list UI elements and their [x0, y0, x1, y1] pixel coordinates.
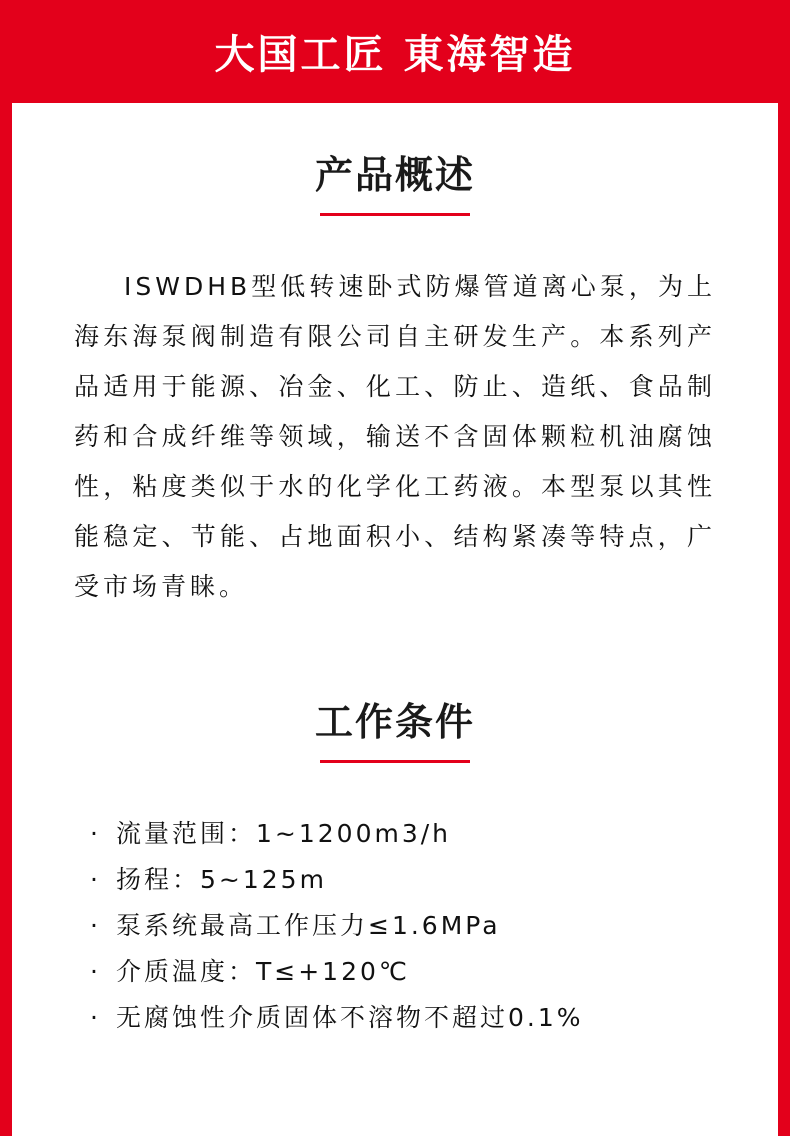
list-item-label: 扬程：5~125m: [116, 864, 327, 894]
list-item-label: 泵系统最高工作压力≤1.6MPa: [116, 910, 501, 940]
working-conditions-list: [12, 811, 778, 1041]
section-title-working-conditions: 工作条件: [314, 699, 475, 744]
bullet-icon: ·: [90, 910, 101, 940]
list-item-label: 流量范围：1~1200m3/h: [116, 818, 452, 848]
bullet-icon: ·: [90, 1002, 101, 1032]
list-item: [90, 903, 778, 949]
section-working-conditions: [12, 699, 778, 1041]
bullet-icon: ·: [90, 864, 101, 894]
list-item-label: 无腐蚀性介质固体不溶物不超过0.1%: [116, 1002, 584, 1032]
list-item: [90, 995, 778, 1041]
list-item: [90, 857, 778, 903]
banner-title: 大国工匠 東海智造: [214, 32, 576, 78]
list-item-label: 介质温度：T≤+120℃: [116, 956, 410, 986]
list-item: [90, 811, 778, 857]
bullet-icon: ·: [90, 956, 101, 986]
header-banner: [0, 0, 790, 103]
section-product-overview: [12, 155, 778, 612]
overview-paragraph: ISWDHB型低转速卧式防爆管道离心泵，为上海东海泵阀制造有限公司自主研发生产。本系列产品适用于能源、冶金、化工、防止、造纸、食品制药和合成纤维等领域，输送不含固体颗粒机油腐蚀性，粘度类似于水的化学化工药液。本型泵以其性能稳定、节能、占地面积小、结构紧凑等特点，广受市场青睐。: [74, 271, 716, 601]
page-title: 产品概述: [314, 153, 475, 197]
title-underline: [320, 760, 470, 763]
title-underline: [320, 213, 470, 216]
list-item: [90, 949, 778, 995]
bullet-icon: ·: [90, 818, 101, 848]
